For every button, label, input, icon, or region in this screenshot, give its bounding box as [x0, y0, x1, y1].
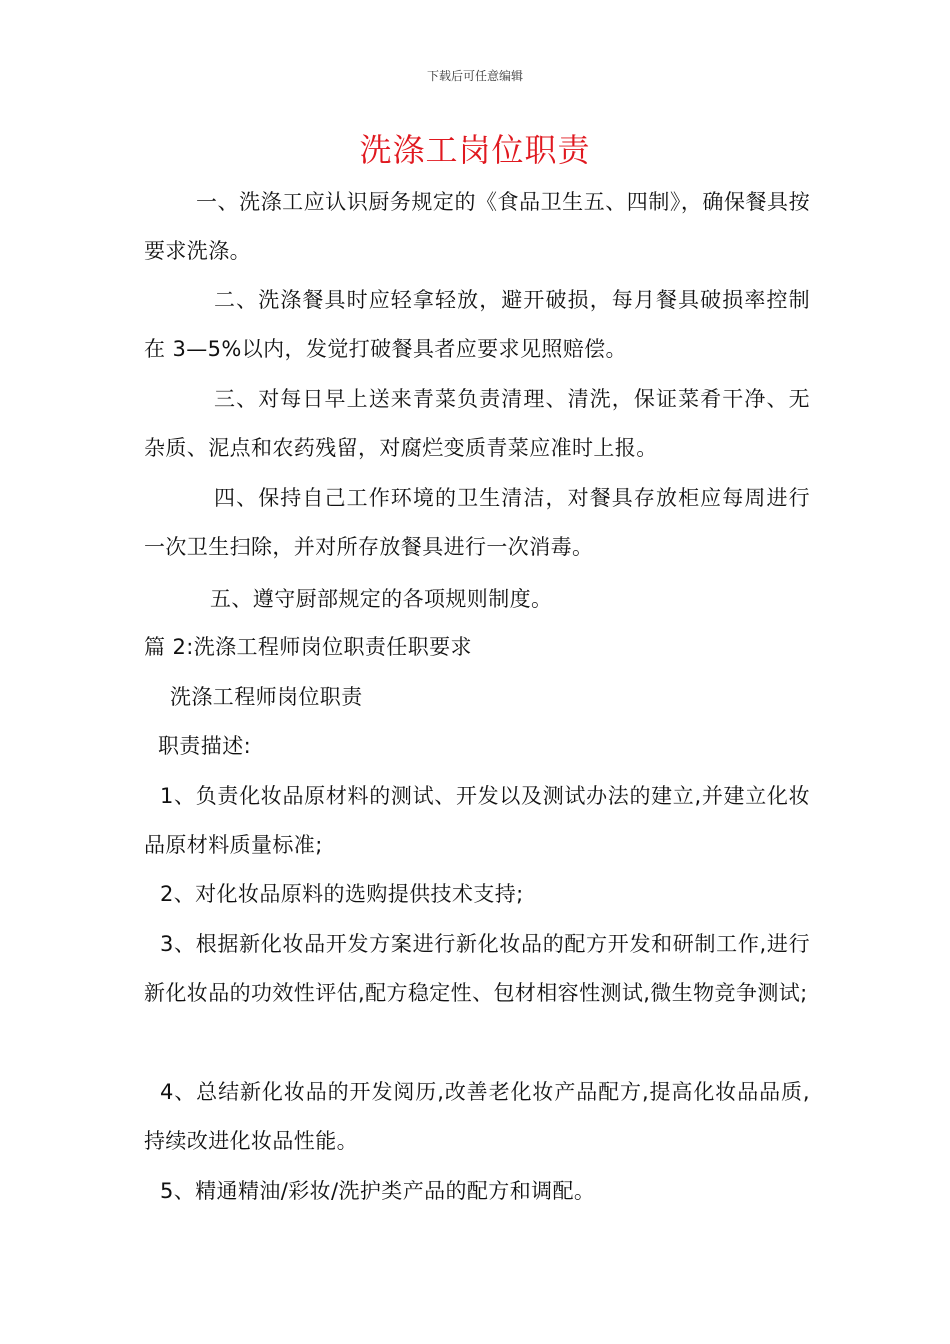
- subsection-title: 洗涤工程师岗位职责: [170, 685, 363, 709]
- paragraph-3: 三、对每日早上送来青菜负责清理、清洗，保证菜肴干净、无杂质、泥点和农药残留，对腐烂变质青菜应准时上报。: [144, 387, 810, 460]
- duty-item-2: 2、对化妆品原料的选购提供技术支持;: [160, 882, 524, 906]
- section-heading: 篇 2:洗涤工程师岗位职责任职要求: [144, 635, 472, 659]
- paragraph-4: 四、保持自己工作环境的卫生清洁，对餐具存放柜应每周进行一次卫生扫除，并对所存放餐具进行一次消毒。: [144, 486, 810, 559]
- duty-item-5: 5、精通精油/彩妆/洗护类产品的配方和调配。: [160, 1179, 596, 1203]
- paragraph-1: 一、洗涤工应认识厨务规定的《食品卫生五、四制》，确保餐具按要求洗涤。: [144, 190, 810, 263]
- duty-item-3: 3、根据新化妆品开发方案进行新化妆品的配方开发和研制工作,进行新化妆品的功效性评估,配方稳定性、包材相容性测试,微生物竞争测试;: [144, 932, 810, 1005]
- duty-item-4: 4、总结新化妆品的开发阅历,改善老化妆产品配方,提高化妆品品质,持续改进化妆品性能。: [144, 1080, 810, 1153]
- header-note: 下载后可任意编辑: [426, 69, 523, 83]
- paragraph-5: 五、遵守厨部规定的各项规则制度。: [210, 587, 553, 611]
- document-title: 洗涤工岗位职责: [359, 131, 591, 169]
- paragraph-2: 二、洗涤餐具时应轻拿轻放，避开破损，每月餐具破损率控制在 3—5%以内，发觉打破餐具者应要求见照赔偿。: [144, 288, 810, 361]
- duties-label: 职责描述:: [158, 734, 252, 758]
- duty-item-1: 1、负责化妆品原材料的测试、开发以及测试办法的建立,并建立化妆品原材料质量标准;: [144, 784, 810, 857]
